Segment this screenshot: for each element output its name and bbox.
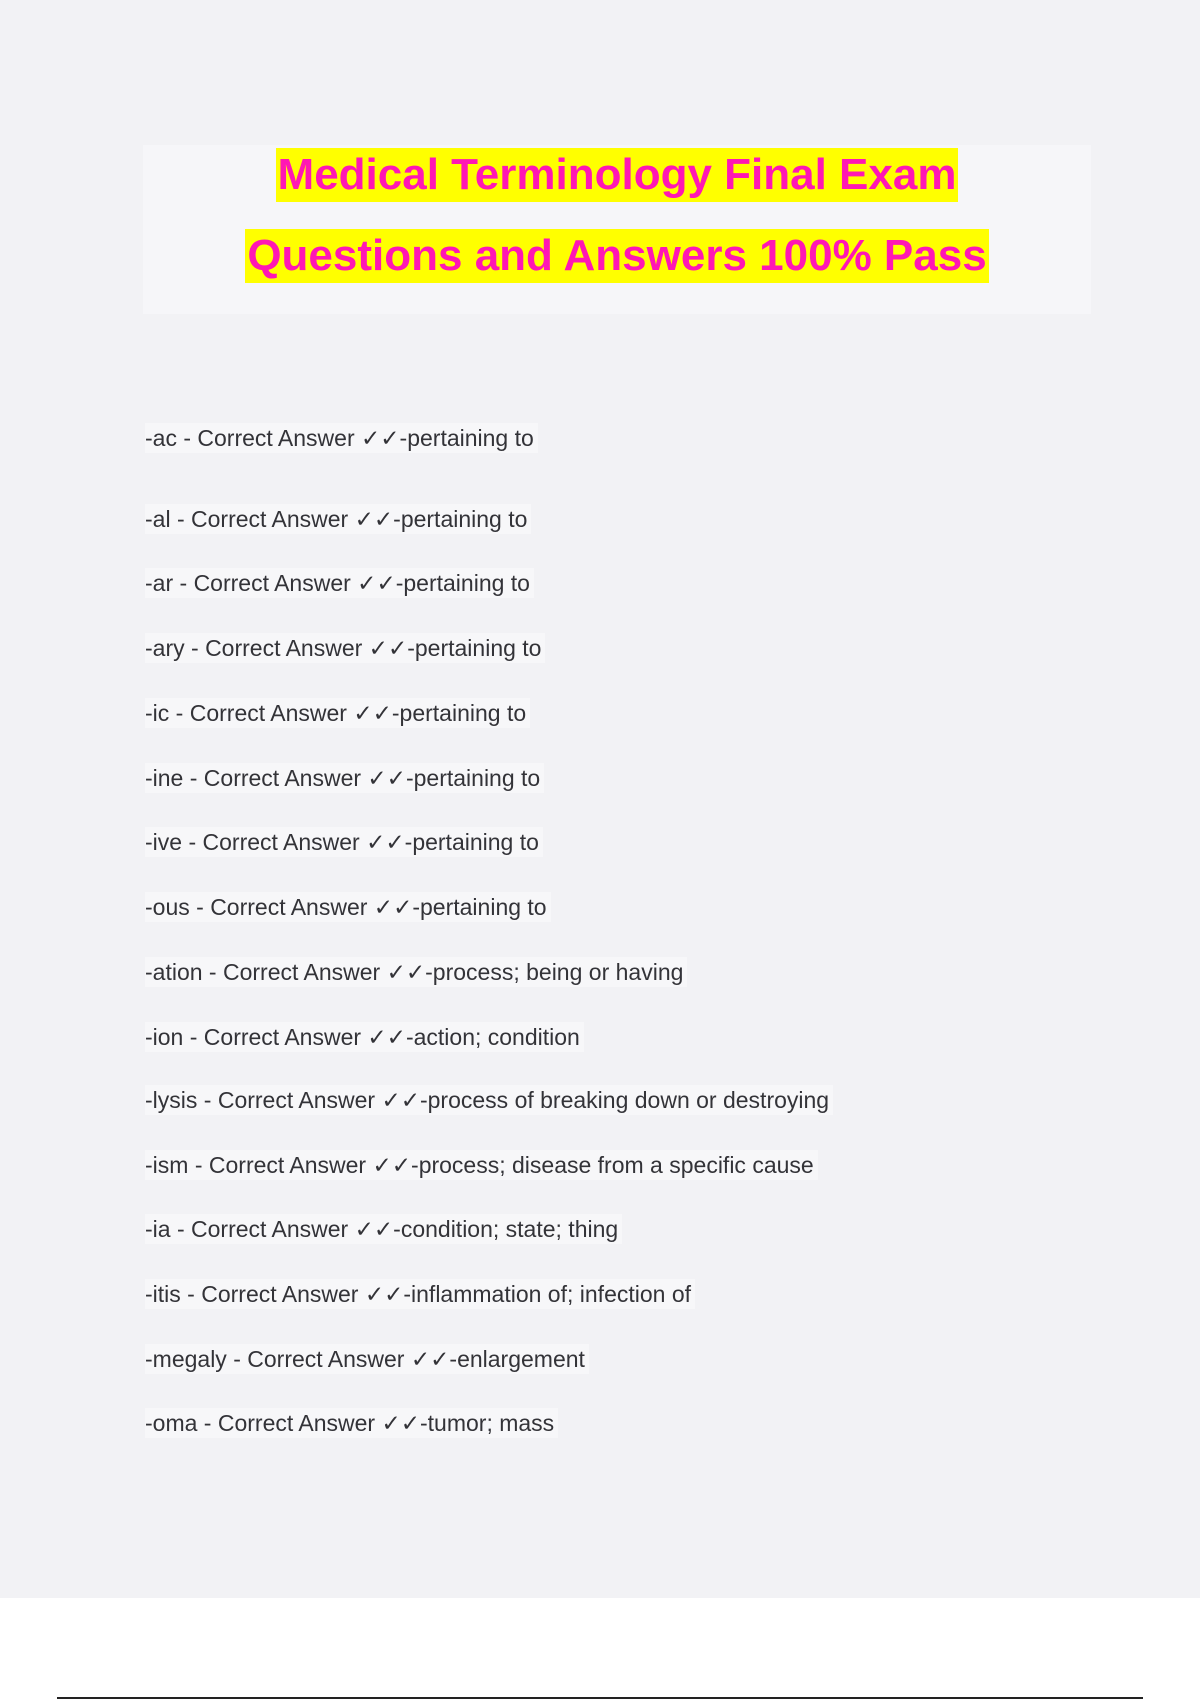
answer-label: - Correct Answer bbox=[189, 894, 374, 920]
definition: -pertaining to bbox=[405, 765, 541, 791]
answer-label: - Correct Answer bbox=[197, 1410, 382, 1436]
term: -ion bbox=[145, 1024, 184, 1050]
check-icon: ✓✓ bbox=[386, 959, 426, 985]
definition: -condition; state; thing bbox=[393, 1216, 619, 1242]
check-icon: ✓✓ bbox=[367, 765, 406, 791]
list-item bbox=[145, 1408, 558, 1438]
term: -ive bbox=[145, 829, 183, 855]
definition: -pertaining to bbox=[391, 700, 527, 726]
check-icon: ✓✓ bbox=[368, 635, 408, 661]
check-icon: ✓✓ bbox=[367, 1024, 406, 1050]
list-item bbox=[145, 892, 551, 922]
term: -ar bbox=[145, 570, 174, 596]
list-item bbox=[145, 1150, 818, 1180]
term: -itis bbox=[145, 1281, 181, 1307]
list-item bbox=[145, 1022, 584, 1052]
definition: -process of breaking down or destroying bbox=[419, 1087, 830, 1113]
list-item bbox=[145, 1085, 833, 1115]
page-divider bbox=[57, 1697, 1143, 1699]
term: -ous bbox=[145, 894, 190, 920]
check-icon: ✓✓ bbox=[357, 570, 396, 596]
answer-label: - Correct Answer bbox=[173, 570, 358, 596]
title-line-2: Questions and Answers 100% Pass bbox=[245, 229, 988, 283]
list-item bbox=[145, 423, 538, 453]
answer-label: - Correct Answer bbox=[180, 1281, 365, 1307]
answer-label: - Correct Answer bbox=[202, 959, 387, 985]
term: -oma bbox=[145, 1410, 198, 1436]
definition: -pertaining to bbox=[412, 894, 547, 920]
answer-label: - Correct Answer bbox=[183, 765, 368, 791]
answer-label: - Correct Answer bbox=[197, 1087, 382, 1113]
answer-label: - Correct Answer bbox=[169, 700, 354, 726]
term: -ation bbox=[145, 959, 203, 985]
definition: -process; disease from a specific cause bbox=[411, 1152, 814, 1178]
check-icon: ✓✓ bbox=[366, 829, 405, 855]
definition: -pertaining to bbox=[404, 829, 539, 855]
list-item bbox=[145, 957, 687, 987]
definition: -action; condition bbox=[405, 1024, 580, 1050]
term: -al bbox=[145, 506, 171, 532]
list-item bbox=[145, 1279, 695, 1309]
definition: -enlargement bbox=[449, 1346, 585, 1372]
list-item bbox=[145, 633, 545, 663]
answer-label: - Correct Answer bbox=[170, 1216, 355, 1242]
check-icon: ✓✓ bbox=[373, 894, 413, 920]
check-icon: ✓✓ bbox=[361, 425, 400, 451]
definition: -pertaining to bbox=[399, 425, 534, 451]
definition: -pertaining to bbox=[395, 570, 530, 596]
list-item bbox=[145, 1214, 622, 1244]
list-item bbox=[145, 568, 534, 598]
term: -ic bbox=[145, 700, 170, 726]
check-icon: ✓✓ bbox=[354, 506, 394, 532]
answer-label: - Correct Answer bbox=[188, 1152, 373, 1178]
term: -ary bbox=[145, 635, 185, 661]
list-item bbox=[145, 827, 543, 857]
term: -megaly bbox=[145, 1346, 227, 1372]
answer-label: - Correct Answer bbox=[182, 829, 367, 855]
term: -ia bbox=[145, 1216, 171, 1242]
answer-label: - Correct Answer bbox=[184, 635, 369, 661]
definition: -pertaining to bbox=[393, 506, 528, 532]
definition: -pertaining to bbox=[407, 635, 542, 661]
list-item bbox=[145, 1344, 589, 1374]
check-icon: ✓✓ bbox=[410, 1346, 450, 1372]
check-icon: ✓✓ bbox=[354, 1216, 394, 1242]
list-item bbox=[145, 698, 530, 728]
definition: -process; being or having bbox=[425, 959, 684, 985]
check-icon: ✓✓ bbox=[381, 1087, 420, 1113]
title-line-1: Medical Terminology Final Exam bbox=[276, 148, 959, 202]
term: -lysis bbox=[145, 1087, 198, 1113]
title-block bbox=[143, 145, 1091, 314]
answer-label: - Correct Answer bbox=[226, 1346, 411, 1372]
check-icon: ✓✓ bbox=[364, 1281, 404, 1307]
definition: -tumor; mass bbox=[420, 1410, 555, 1436]
check-icon: ✓✓ bbox=[372, 1152, 412, 1178]
check-icon: ✓✓ bbox=[381, 1410, 420, 1436]
term: -ism bbox=[145, 1152, 189, 1178]
definition: -inflammation of; infection of bbox=[403, 1281, 692, 1307]
answer-label: - Correct Answer bbox=[170, 506, 355, 532]
answer-label: - Correct Answer bbox=[183, 1024, 368, 1050]
term: -ac bbox=[145, 425, 177, 451]
list-item bbox=[145, 504, 531, 534]
answer-label: - Correct Answer bbox=[176, 425, 361, 451]
list-item bbox=[145, 763, 544, 793]
check-icon: ✓✓ bbox=[353, 700, 392, 726]
term: -ine bbox=[145, 765, 184, 791]
